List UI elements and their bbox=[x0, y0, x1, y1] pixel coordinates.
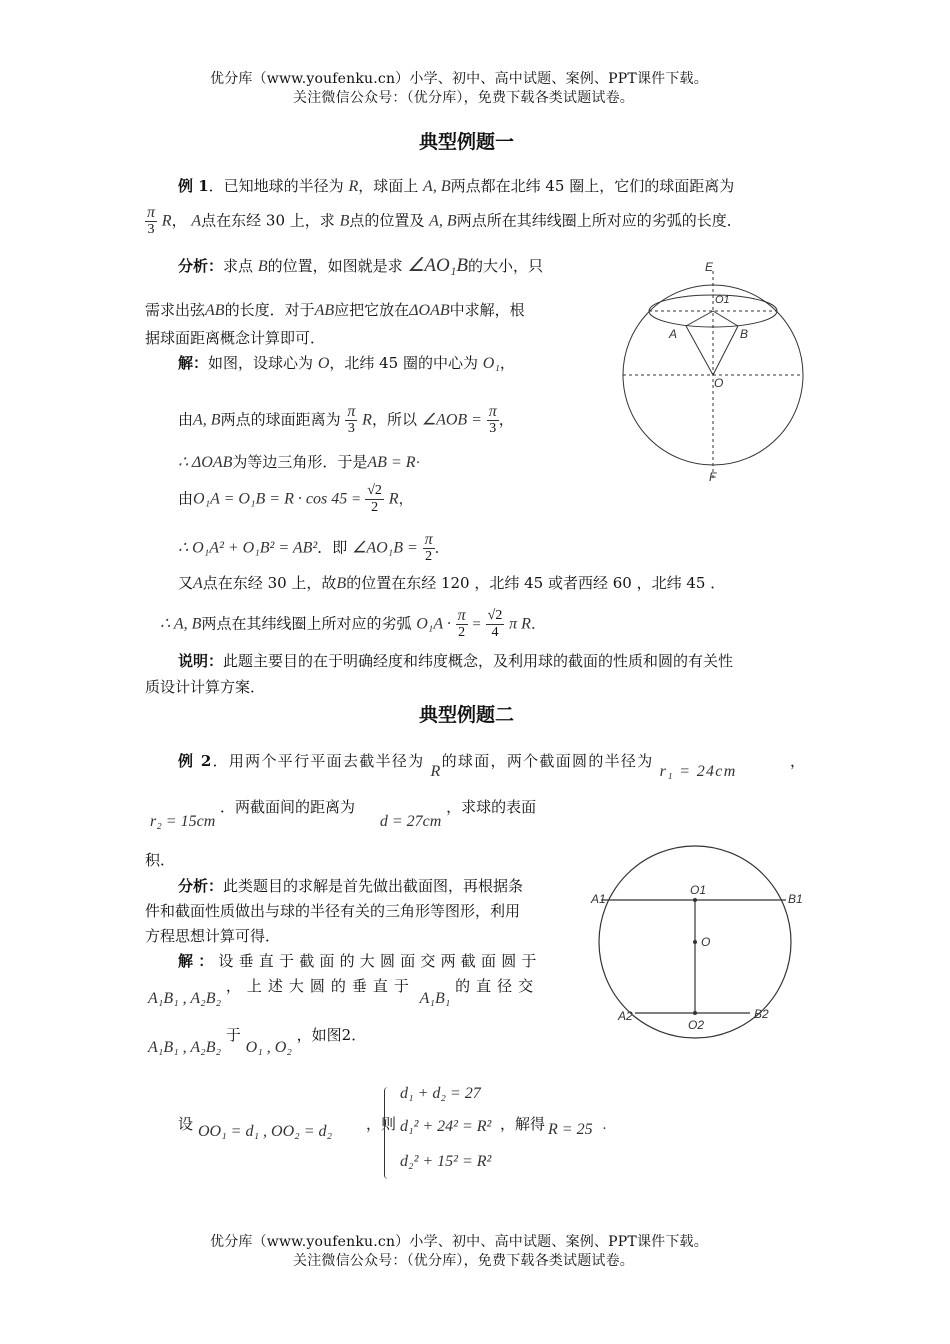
figure-2-cross-section-diagram bbox=[590, 840, 810, 1040]
example-1-title: 典型例题一 bbox=[419, 131, 515, 153]
system-brace bbox=[384, 1087, 391, 1179]
example-2-analysis-line-1: 分析：此类题目的求解是首先做出截面图，再根据条 bbox=[178, 877, 524, 895]
label-b1: B1 bbox=[788, 892, 803, 906]
example-1-analysis-line-3: 据球面距离概念计算即可． bbox=[145, 329, 326, 347]
example-1-question-line-2: $\frac{\pi}{3}$ R， A点在东经 30 上，求 B点的位置及 A, B两点所在其纬线圈上所对应的劣弧的长度． bbox=[147, 204, 742, 237]
label-a1: A1 bbox=[591, 892, 606, 906]
example-2-question-line-1: 例 2．用两个平行平面去截半径为 R的球面，两个截面圆的半径为 r₁ = 24cm ， bbox=[178, 752, 807, 780]
label-o1: O1 bbox=[715, 294, 730, 306]
example-1-note-line-2: 质设计计算方案． bbox=[145, 678, 266, 696]
segment-o1-b bbox=[713, 311, 738, 326]
point-o1 bbox=[693, 898, 697, 902]
header-line-1: 优分库（www.youfenku.cn）小学、初中、高中试题、案例、PPT课件下载。 bbox=[210, 71, 708, 87]
example-1-solution-line-6: 又A点在东经 30 上，故B的位置在东经 120 ，北纬 45 或者西经 60 ，北纬 45 ． bbox=[178, 574, 726, 592]
footer-line-2: 关注微信公众号：（优分库），免费下载各类试题试卷。 bbox=[293, 1253, 634, 1269]
example-1-solution-line-3: ∴ ΔOAB为等边三角形．于是AB = R· bbox=[178, 453, 421, 471]
label-o1: O1 bbox=[690, 883, 707, 897]
example-1-solution-line-1: 解：如图，设球心为 O，北纬 45 圈的中心为 O₁， bbox=[178, 354, 515, 372]
label-o: O bbox=[701, 935, 711, 949]
example-2-title: 典型例题二 bbox=[419, 704, 515, 726]
fraction-pi-over-3: $\frac{\pi}{3}$ bbox=[147, 204, 156, 237]
label-b2: B2 bbox=[754, 1007, 769, 1021]
label-o2: O2 bbox=[688, 1018, 705, 1032]
label-a: A bbox=[669, 327, 678, 341]
example-2-solution-line-1: 解：设垂直于截面的大圆面交两截面圆于 bbox=[178, 952, 542, 970]
example-2-question-line-3: 积． bbox=[145, 851, 176, 869]
point-o2 bbox=[693, 1011, 697, 1015]
example-1-solution-line-7: ∴ A, B两点在其纬线圈上所对应的劣弧 O₁A · $\frac{\pi}{2}$ = $\frac{√2}{4}$ π R． bbox=[160, 607, 546, 640]
example-1-note-line-1: 说明：此题主要目的在于明确经度和纬度概念，及利用球的截面的性质和圆的有关性 bbox=[178, 652, 734, 670]
point-o bbox=[693, 940, 697, 944]
example-1-question-line-1: 例 1．已知地球的半径为 R，球面上 A, B两点都在北纬 45 圈上，它们的球面距离为 bbox=[178, 177, 735, 195]
segment-b-o bbox=[713, 326, 738, 375]
example-2-analysis-line-2: 件和截面性质做出与球的半径有关的三角形等图形，利用 bbox=[145, 902, 521, 920]
figure-1-sphere-diagram bbox=[615, 258, 815, 493]
example-2-question-line-2: r₂ = 15cm ．两截面间的距离为 d = 27cm ，求球的表面 bbox=[150, 798, 537, 830]
example-1-solution-line-4: 由O₁A = O₁B = R · cos 45 = $\frac{√2}{2}$ R， bbox=[178, 483, 414, 515]
label-b: B bbox=[740, 327, 749, 341]
example-2-solution-line-3: A₁B₁ , A₂B₂ 于 O₁ , O₂ ，如图2． bbox=[148, 1026, 367, 1056]
example-2-analysis-line-3: 方程思想计算可得． bbox=[145, 927, 281, 945]
segment-a-o bbox=[686, 326, 713, 375]
footer-line-1: 优分库（www.youfenku.cn）小学、初中、高中试题、案例、PPT课件下载。 bbox=[210, 1234, 708, 1250]
segment-o1-a bbox=[686, 311, 713, 326]
label-e: E bbox=[705, 260, 714, 274]
label-o: O bbox=[714, 376, 724, 390]
label-a2: A2 bbox=[618, 1009, 633, 1023]
example-2-solution-line-2: A₁B₁ , A₂B₂ ，上述大圆的垂直于 A₁B₁ 的直径交 bbox=[148, 977, 540, 1007]
example-1-analysis-line-1: 分析：求点 B的位置，如图就是求 ∠AO₁B的大小，只 bbox=[178, 255, 543, 276]
header-line-2: 关注微信公众号：（优分库），免费下载各类试题试卷。 bbox=[293, 90, 634, 106]
example-1-analysis-line-2: 需求出弦AB的长度．对于AB应把它放在ΔOAB中求解，根 bbox=[145, 301, 525, 319]
example-1-solution-line-5: ∴ O₁A² + O₁B² = AB²．即 ∠AO₁B = $\frac{\pi}{2}$ ． bbox=[178, 531, 450, 564]
example-1-solution-line-2: 由A, B两点的球面距离为 $\frac{\pi}{3}$ R，所以 ∠AOB = $\frac{\pi}{3}$ ， bbox=[178, 403, 514, 436]
label-f: F bbox=[709, 470, 717, 484]
